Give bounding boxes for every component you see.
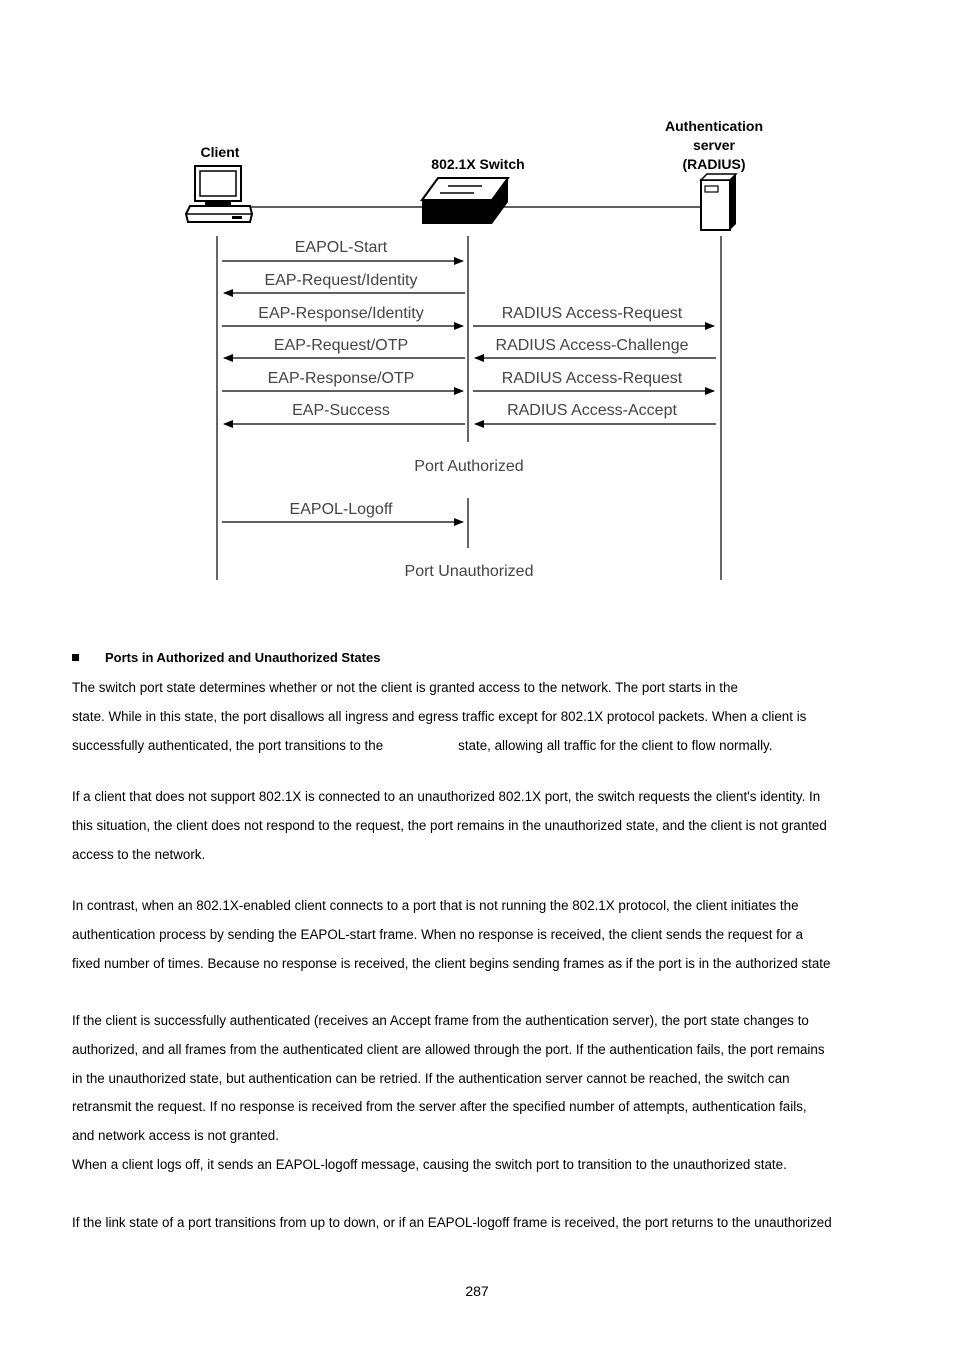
switch-label: 802.1X Switch [431,156,525,172]
msg-eap-response-otp-label: EAP-Response/OTP [267,370,415,387]
msg-eap-success-label: EAP-Success [292,402,390,419]
msg-eap-request-otp-label: EAP-Request/OTP [273,337,409,354]
msg-radius-access-request-1-label: RADIUS Access-Request [501,305,683,322]
paragraph-line [72,732,884,761]
paragraph-line: If the client is successfully authenticated (receives an Accept frame from the authentication server), the port state changes to [72,1013,809,1028]
msg-eap-response-identity-label: EAP-Response/Identity [258,305,424,322]
paragraph-line: and network access is not granted. [72,1128,279,1144]
section-heading [72,650,380,665]
paragraph-line: If the link state of a port transitions from up to down, or if an EAPOL-logoff frame is received, the port returns to the unauthorized [72,1215,832,1230]
paragraph-line: If a client that does not support 802.1X is connected to an unauthorized 802.1X port, the switch requests the client's identity. In [72,789,821,804]
msg-eap-request-identity-label: EAP-Request/Identity [264,272,418,289]
page-number: 287 [465,1283,489,1299]
state-port-authorized-label: Port Authorized [414,458,524,475]
paragraph-line: authorized, and all frames from the authenticated client are allowed through the port. If the authentication fails, the port remains [72,1041,825,1057]
square-bullet-icon [72,654,79,661]
paragraph-line: this situation, the client does not respond to the request, the port remains in the unauthorized state, and the client is not granted [72,817,827,833]
paragraph-authentication-result [72,1007,884,1180]
server-label-line3: (RADIUS) [682,156,746,172]
switch-icon [422,178,508,224]
paragraph-line: fixed number of times. Because no response is received, the client begins sending frames as if the port is in the authorized state [72,955,831,971]
server-label-line1: Authentication [665,118,763,134]
paragraph-8021x-client-non-8021x-port [72,892,884,978]
msg-radius-access-accept-label: RADIUS Access-Accept [507,402,677,419]
paragraph-line-part: successfully authenticated, the port transitions to the [72,737,384,753]
paragraph-line: state. While in this state, the port disallows all ingress and egress traffic except for 802.1X protocol packets. When a client is [72,708,807,724]
msg-eapol-logoff-label: EAPOL-Logoff [289,501,393,518]
section-heading-text: Ports in Authorized and Unauthorized States [105,650,381,665]
paragraph-line: In contrast, when an 802.1X-enabled client connects to a port that is not running the 802.1X protocol, the client initiates the [72,898,799,913]
paragraph-non-8021x-client [72,783,884,869]
server-label-line2: server [692,137,736,153]
paragraph-line-part: state, allowing all traffic for the client to flow normally. [458,737,773,753]
eap-sequence-diagram [0,0,954,600]
paragraph-port-states [72,674,884,760]
client-computer-icon [186,166,252,222]
msg-radius-access-challenge-label: RADIUS Access-Challenge [495,337,689,354]
msg-eapol-start-label: EAPOL-Start [294,239,388,256]
paragraph-line: When a client logs off, it sends an EAPOL-logoff message, causing the switch port to transition to the unauthorized state. [72,1156,787,1172]
server-icon [701,174,736,230]
msg-radius-access-request-2-label: RADIUS Access-Request [501,370,683,387]
paragraph-link-state [72,1209,884,1238]
client-label: Client [200,144,240,160]
paragraph-line: retransmit the request. If no response is received from the server after the specified number of attempts, authentication fails, [72,1099,807,1115]
state-port-unauthorized-label: Port Unauthorized [404,563,534,580]
paragraph-line: in the unauthorized state, but authentication can be retried. If the authentication server cannot be reached, the switch can [72,1070,790,1086]
paragraph-line: access to the network. [72,846,206,862]
paragraph-line: authentication process by sending the EAPOL-start frame. When no response is received, the client sends the request for a [72,926,803,942]
paragraph-line: The switch port state determines whether or not the client is granted access to the network. The port starts in the [72,680,738,695]
